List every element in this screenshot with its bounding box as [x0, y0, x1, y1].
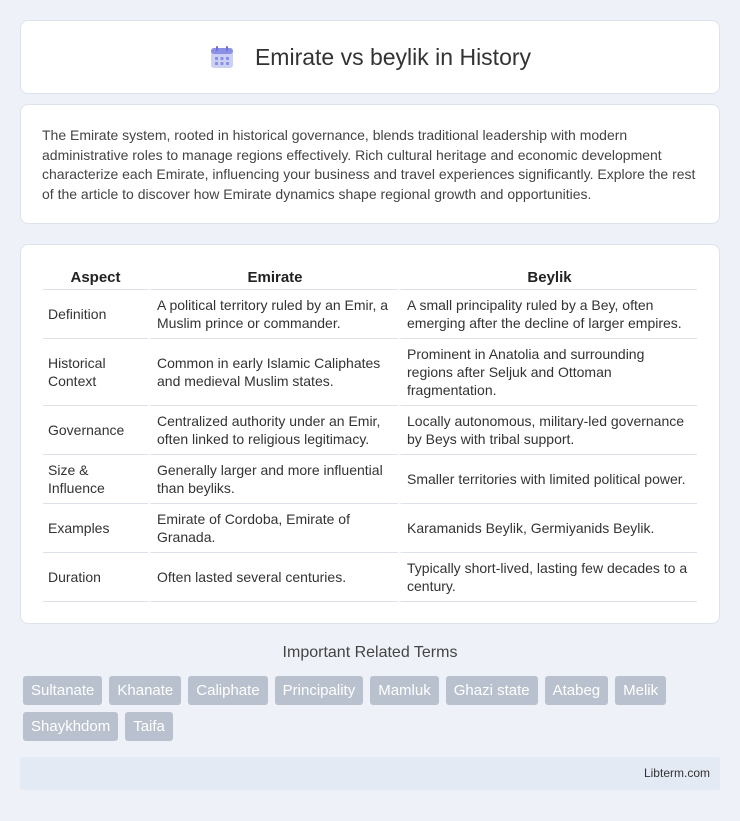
tag-khanate[interactable]: Khanate	[109, 676, 181, 705]
tag-caliphate[interactable]: Caliphate	[188, 676, 267, 705]
comparison-card	[20, 244, 720, 624]
row-aspect: Examples	[43, 504, 148, 553]
row-aspect: Definition	[43, 290, 148, 339]
tag-melik[interactable]: Melik	[615, 676, 666, 705]
tag-principality[interactable]: Principality	[275, 676, 364, 705]
table-header-row	[43, 265, 697, 290]
row-emirate: Often lasted several centuries.	[148, 553, 398, 602]
page-title: Emirate vs beylik in History	[254, 43, 532, 70]
row-beylik: Locally autonomous, military-led governance by Beys with tribal support.	[398, 406, 697, 455]
tag-atabeg[interactable]: Atabeg	[545, 676, 609, 705]
table-row	[43, 406, 697, 455]
tag-shaykhdom[interactable]: Shaykhdom	[23, 712, 118, 741]
calendar-icon	[209, 44, 235, 70]
related-terms-list	[23, 676, 723, 748]
row-beylik: Karamanids Beylik, Germiyanids Beylik.	[398, 504, 697, 553]
row-emirate: Centralized authority under an Emir, often linked to religious legitimacy.	[148, 406, 398, 455]
row-beylik: Typically short-lived, lasting few decades to a century.	[398, 553, 697, 602]
header-beylik: Beylik	[398, 265, 697, 290]
row-emirate: A political territory ruled by an Emir, a Muslim prince or commander.	[148, 290, 398, 339]
row-aspect: Historical Context	[43, 339, 148, 406]
table-row	[43, 455, 697, 504]
row-aspect: Duration	[43, 553, 148, 602]
footer	[20, 757, 720, 790]
table-row	[43, 339, 697, 406]
row-aspect: Size & Influence	[43, 455, 148, 504]
row-beylik: Smaller territories with limited political power.	[398, 455, 697, 504]
table-row	[43, 504, 697, 553]
table-row	[43, 553, 697, 602]
comparison-table	[43, 265, 697, 602]
tag-ghazi-state[interactable]: Ghazi state	[446, 676, 538, 705]
table-row	[43, 290, 697, 339]
row-emirate: Emirate of Cordoba, Emirate of Granada.	[148, 504, 398, 553]
row-beylik: Prominent in Anatolia and surrounding regions after Seljuk and Ottoman fragmentation.	[398, 339, 697, 406]
row-emirate: Generally larger and more influential than beyliks.	[148, 455, 398, 504]
row-emirate: Common in early Islamic Caliphates and medieval Muslim states.	[148, 339, 398, 406]
header-emirate: Emirate	[148, 265, 398, 290]
tag-sultanate[interactable]: Sultanate	[23, 676, 102, 705]
related-terms-title: Important Related Terms	[282, 644, 458, 661]
intro-text: The Emirate system, rooted in historical governance, blends traditional leadership with modern administrative roles to manage regions effectively. Rich cultural heritage and economic development characterize each Emirate, influencing your business and travel experiences significantly. Explore the rest of the article to discover how Emirate dynamics shape regional growth and opportunities.	[42, 127, 696, 202]
row-beylik: A small principality ruled by a Bey, often emerging after the decline of larger empires.	[398, 290, 697, 339]
intro-card	[20, 104, 720, 224]
header-aspect: Aspect	[43, 265, 148, 290]
tag-taifa[interactable]: Taifa	[125, 712, 173, 741]
tag-mamluk[interactable]: Mamluk	[370, 676, 439, 705]
footer-site-link[interactable]: Libterm.com	[643, 766, 710, 780]
header-card	[20, 20, 720, 94]
row-aspect: Governance	[43, 406, 148, 455]
